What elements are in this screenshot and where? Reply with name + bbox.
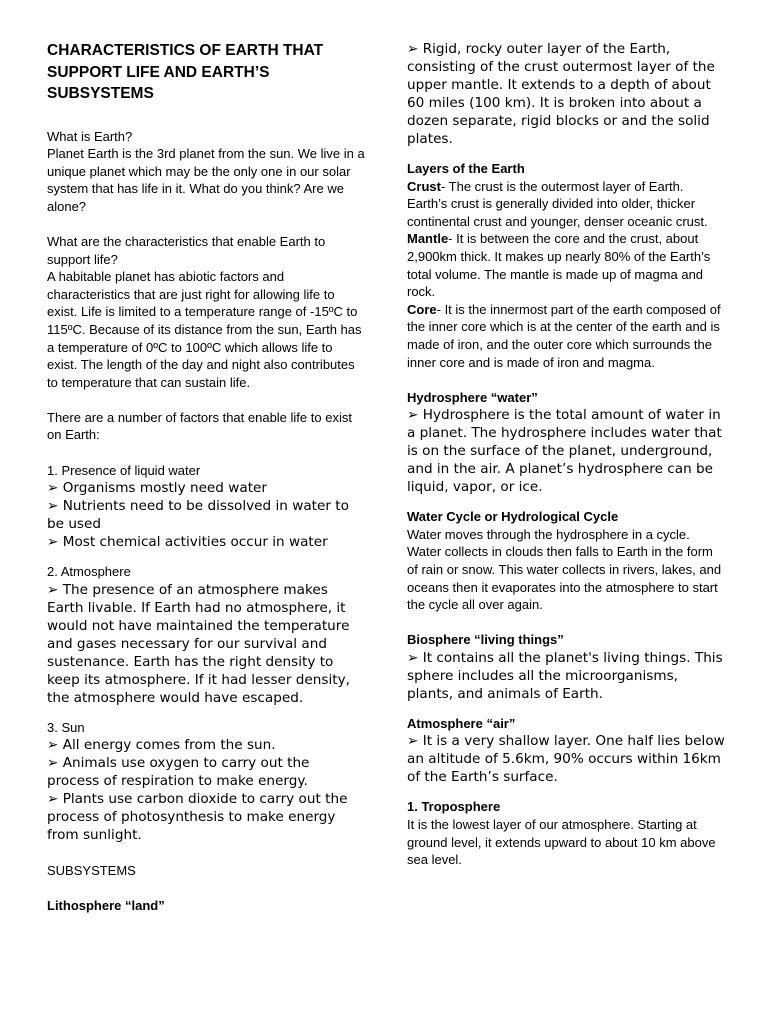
- factors-intro: There are a number of factors that enable life to exist: [47, 409, 352, 425]
- right-column: [407, 40, 725, 869]
- layers-heading: Layers of the Earth: [407, 161, 525, 176]
- factor-water-title: 1. Presence of liquid water: [47, 462, 201, 478]
- answer-what-is-earth: Planet Earth is the 3rd planet from the sun. We live in a unique planet which may be the only one in our solar system that has life in it. What do you think? Are we alone?: [47, 146, 365, 214]
- hydrosphere-heading: Hydrosphere “water”: [407, 389, 538, 405]
- question-characteristics: What are the characteristics that enable Earth to support life?: [47, 233, 326, 267]
- factor-water-bullet: ➢ Nutrients need to be dissolved in water to be used: [47, 498, 349, 533]
- troposphere-text: It is the lowest layer of our atmosphere. Starting at ground level, it extends upward to about 10 km above sea level.: [407, 817, 716, 868]
- atmosphere-heading: Atmosphere “air”: [407, 715, 516, 731]
- document-title: CHARACTERISTICS OF EARTH THAT SUPPORT LIFE AND EARTH’S SUBSYSTEMS: [47, 42, 324, 102]
- biosphere-bullet: ➢ It contains all the planet's living things. This sphere includes all the microorganisms, plants, and animals of Earth.: [407, 649, 723, 702]
- left-column: [47, 40, 365, 914]
- factor-water-bullet: ➢ Most chemical activities occur in water: [47, 534, 328, 551]
- factor-sun-bullet: ➢ Plants use carbon dioxide to carry out the process of photosynthesis to make energy from sunlight.: [47, 791, 348, 844]
- question-what-is-earth: What is Earth?: [47, 128, 133, 144]
- answer-characteristics: A habitable planet has abiotic factors and characteristics that are just right for allowing life to exist. Life is limited to a temperature range of -15ºC to 115ºC. Because of its distance from the sun, Earth has a temperature of 0ºC to 100ºC which allows life to exist. The length of the day and night also contributes to temperature that can sustain life.: [47, 269, 362, 390]
- water-cycle-text: Water moves through the hydrosphere in a cycle. Water collects in clouds then falls to Earth in the form of rain or snow. This water collects in rivers, lakes, and oceans then it evaporates into the atmosphere to start the cycle all over again.: [407, 526, 722, 613]
- factor-water-bullet: ➢ Organisms mostly need water: [47, 480, 267, 497]
- mantle-term: Mantle: [407, 231, 449, 247]
- factor-atmosphere-bullet: ➢ The presence of an atmosphere makes Earth livable. If Earth had no atmosphere, it would not have maintained the temperature and gases necessary for our survival and sustenance. Earth has the right density to keep its atmosphere. If it had lesser density, the atmosphere would have escaped.: [47, 581, 350, 706]
- crust-text: - The crust is the outermost layer of Earth. Earth’s crust is generally divided into older, thicker continental crust and younger, denser oceanic crust.: [407, 178, 708, 229]
- water-cycle-heading: Water Cycle or Hydrological Cycle: [407, 509, 619, 525]
- biosphere-heading: Biosphere “living things”: [407, 632, 564, 648]
- factor-sun-bullet: ➢ Animals use oxygen to carry out the process of respiration to make energy.: [47, 755, 310, 790]
- core-definition: [407, 301, 725, 371]
- factor-sun-bullet: ➢ All energy comes from the sun.: [47, 737, 276, 754]
- mantle-text: - It is between the core and the crust, about 2,900km thick. It makes up nearly 80% of the Earth’s total volume. The mantle is made up of magma and rock.: [407, 231, 711, 300]
- atmosphere-bullet: ➢ It is a very shallow layer. One half lies below an altitude of 5.6km, 90% occurs within 16km of the Earth’s surface.: [407, 733, 725, 786]
- factors-intro-cont: on Earth:: [47, 427, 100, 443]
- lithosphere-bullet: ➢ Rigid, rocky outer layer of the Earth, consisting of the crust outermost layer of the upper mantle. It extends to a depth of about 60 miles (100 km). It is broken into about a dozen separate, rigid blocks or and the solid plates.: [407, 41, 715, 147]
- hydrosphere-bullet: ➢ Hydrosphere is the total amount of water in a planet. The hydrosphere includes water that is on the surface of the planet, underground, and in the air. A planet’s hydrosphere can be liquid, vapor, or ice.: [407, 407, 722, 496]
- crust-definition: [407, 178, 725, 231]
- core-text: - It is the innermost part of the earth composed of the inner core which is at the center of the earth and is made of iron, and the outer core which surrounds the inner core and is made of iron and magma.: [407, 301, 721, 370]
- lithosphere-heading: Lithosphere “land”: [47, 897, 165, 913]
- subsystems-heading: SUBSYSTEMS: [47, 862, 136, 878]
- crust-term: Crust: [407, 178, 441, 194]
- troposphere-heading: 1. Troposphere: [407, 799, 501, 815]
- factor-sun-title: 3. Sun: [47, 719, 85, 735]
- mantle-definition: [407, 230, 725, 300]
- factor-atmosphere-title: 2. Atmosphere: [47, 564, 131, 580]
- core-term: Core: [407, 301, 437, 317]
